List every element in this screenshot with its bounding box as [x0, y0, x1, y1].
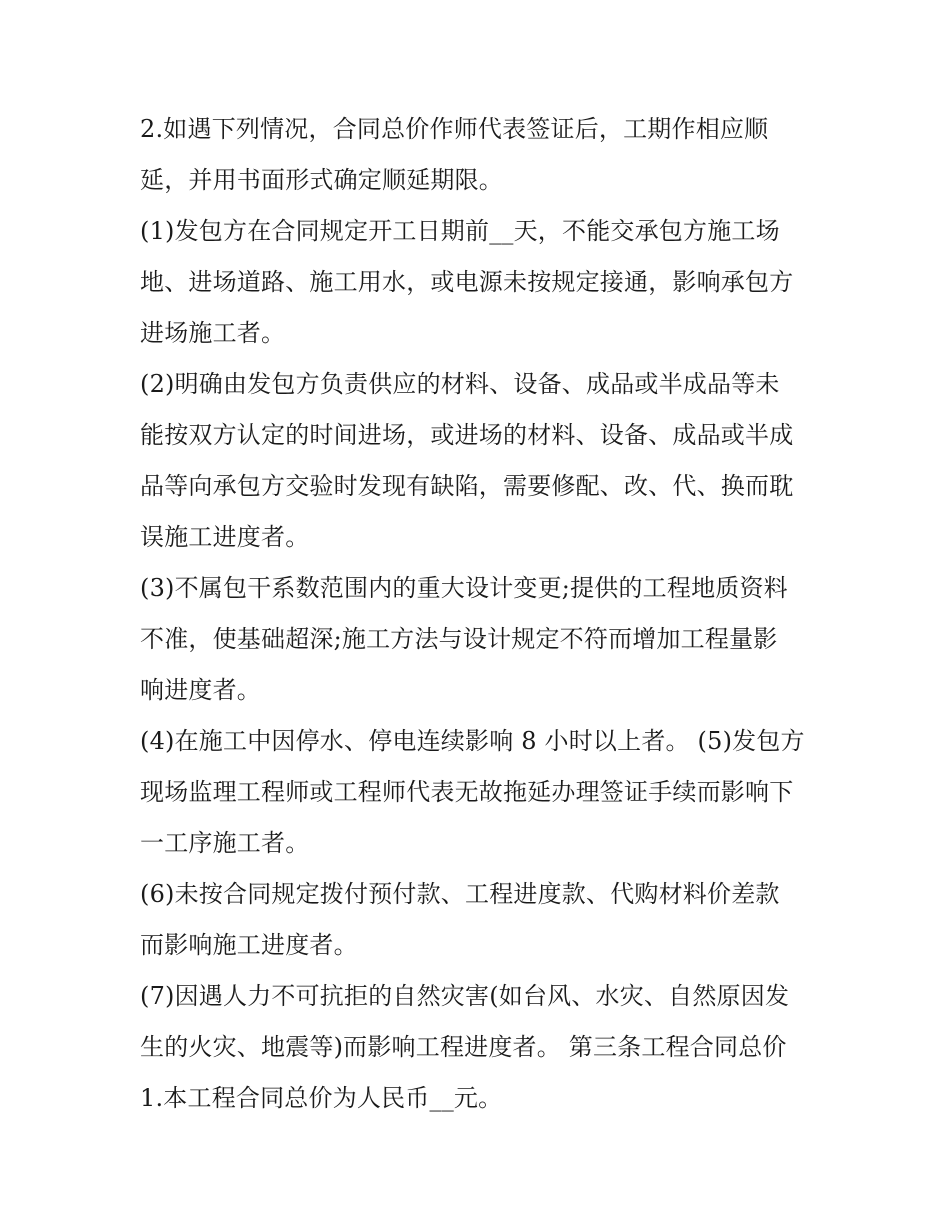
text-line: (6)未按合同规定拨付预付款、工程进度款、代购材料价差款	[140, 880, 780, 908]
text-line: 进场施工者。	[140, 319, 286, 347]
text-line: 1.本工程合同总价为人民币__元。	[140, 1084, 503, 1112]
text-line: 生的火灾、地震等)而影响工程进度者。 第三条工程合同总价	[140, 1033, 787, 1061]
text-line: 地、进场道路、施工用水，或电源未按规定接通，影响承包方	[140, 268, 794, 296]
text-line: 延，并用书面形式确定顺延期限。	[140, 166, 503, 194]
text-line: 误施工进度者。	[140, 523, 310, 551]
text-line: 2.如遇下列情况，合同总价作师代表签证后，工期作相应顺	[140, 115, 769, 143]
text-line: (1)发包方在合同规定开工日期前__天，不能交承包方施工场	[140, 217, 780, 245]
text-line: 不准，使基础超深;施工方法与设计规定不符而增加工程量影	[140, 625, 778, 653]
text-line: 能按双方认定的时间进场，或进场的材料、设备、成品或半成	[140, 421, 794, 449]
text-line: 品等向承包方交验时发现有缺陷，需要修配、改、代、换而耽	[140, 472, 794, 500]
text-line: 而影响施工进度者。	[140, 931, 358, 959]
text-line: (3)不属包干系数范围内的重大设计变更;提供的工程地质资料	[140, 574, 788, 602]
document-body	[140, 104, 820, 1124]
text-line: (7)因遇人力不可抗拒的自然灾害(如台风、水灾、自然原因发	[140, 982, 790, 1010]
text-line: (2)明确由发包方负责供应的材料、设备、成品或半成品等未	[140, 370, 780, 398]
text-line: 响进度者。	[140, 676, 261, 704]
text-line: (4)在施工中因停水、停电连续影响 8 小时以上者。 (5)发包方	[140, 727, 805, 755]
text-line: 一工序施工者。	[140, 829, 310, 857]
text-line: 现场监理工程师或工程师代表无故拖延办理签证手续而影响下	[140, 778, 794, 806]
